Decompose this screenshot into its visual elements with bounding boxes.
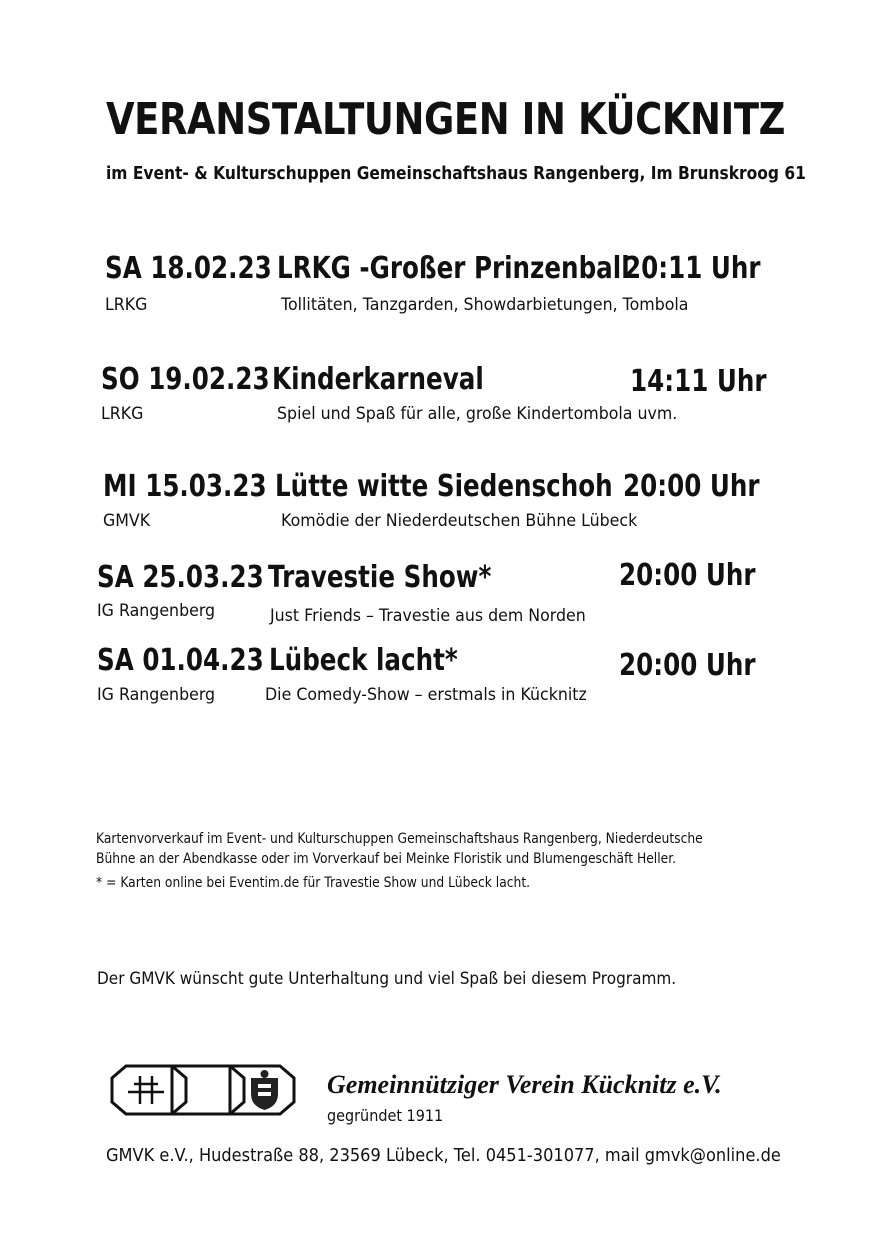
online-footnote: * = Karten online bei Eventim.de für Travestie Show und Lübeck lacht. bbox=[96, 875, 531, 891]
event-title: Kinderkarneval bbox=[272, 362, 484, 397]
event-organizer: GMVK bbox=[103, 511, 151, 531]
gmvk-logo-icon bbox=[108, 1062, 298, 1118]
event-description: Die Comedy-Show – erstmals in Kücknitz bbox=[265, 685, 587, 705]
presale-note: Bühne an der Abendkasse oder im Vorverkauf bei Meinke Floristik und Blumengeschäft Heller. bbox=[96, 851, 677, 867]
event-time: 14:11 Uhr bbox=[630, 364, 767, 399]
presale-note: Kartenvorverkauf im Event- und Kulturschuppen Gemeinschaftshaus Rangenberg, Niederdeutsche bbox=[96, 831, 703, 847]
coat-of-arms-icon bbox=[251, 1070, 278, 1110]
event-description: Tollitäten, Tanzgarden, Showdarbietungen, Tombola bbox=[281, 295, 689, 315]
page-title: VERANSTALTUNGEN IN KÜCKNITZ bbox=[106, 94, 786, 145]
event-date: SO 19.02.23 bbox=[101, 362, 270, 397]
event-time: 20:00 Uhr bbox=[619, 558, 756, 593]
event-title: LRKG -Großer Prinzenball bbox=[277, 251, 630, 286]
venue-subtitle: im Event- & Kulturschuppen Gemeinschaftshaus Rangenberg, Im Brunskroog 61 bbox=[106, 163, 806, 184]
event-organizer: LRKG bbox=[101, 404, 144, 424]
event-description: Spiel und Spaß für alle, große Kindertombola uvm. bbox=[277, 404, 678, 424]
event-date: SA 01.04.23 bbox=[97, 643, 264, 678]
contact-address: GMVK e.V., Hudestraße 88, 23569 Lübeck, Tel. 0451-301077, mail gmvk@online.de bbox=[106, 1145, 781, 1166]
event-date: MI 15.03.23 bbox=[103, 469, 267, 504]
founded-year: gegründet 1911 bbox=[327, 1106, 444, 1125]
event-title: Travestie Show* bbox=[268, 560, 492, 595]
event-time: 20:00 Uhr bbox=[619, 648, 756, 683]
event-organizer: LRKG bbox=[105, 295, 148, 315]
event-description: Just Friends – Travestie aus dem Norden bbox=[270, 606, 586, 626]
event-description: Komödie der Niederdeutschen Bühne Lübeck bbox=[281, 511, 638, 531]
closing-message: Der GMVK wünscht gute Unterhaltung und viel Spaß bei diesem Programm. bbox=[97, 969, 677, 989]
organization-name: Gemeinnütziger Verein Kücknitz e.V. bbox=[327, 1070, 722, 1099]
event-title: Lübeck lacht* bbox=[269, 643, 458, 678]
event-date: SA 25.03.23 bbox=[97, 560, 264, 595]
event-date: SA 18.02.23 bbox=[105, 251, 272, 286]
event-organizer: IG Rangenberg bbox=[97, 601, 216, 621]
event-time: 20:00 Uhr bbox=[623, 469, 760, 504]
event-time: 20:11 Uhr bbox=[624, 251, 761, 286]
cross-emblem-icon bbox=[128, 1076, 164, 1104]
event-organizer: IG Rangenberg bbox=[97, 685, 216, 705]
event-title: Lütte witte Siedenschoh bbox=[275, 469, 613, 504]
